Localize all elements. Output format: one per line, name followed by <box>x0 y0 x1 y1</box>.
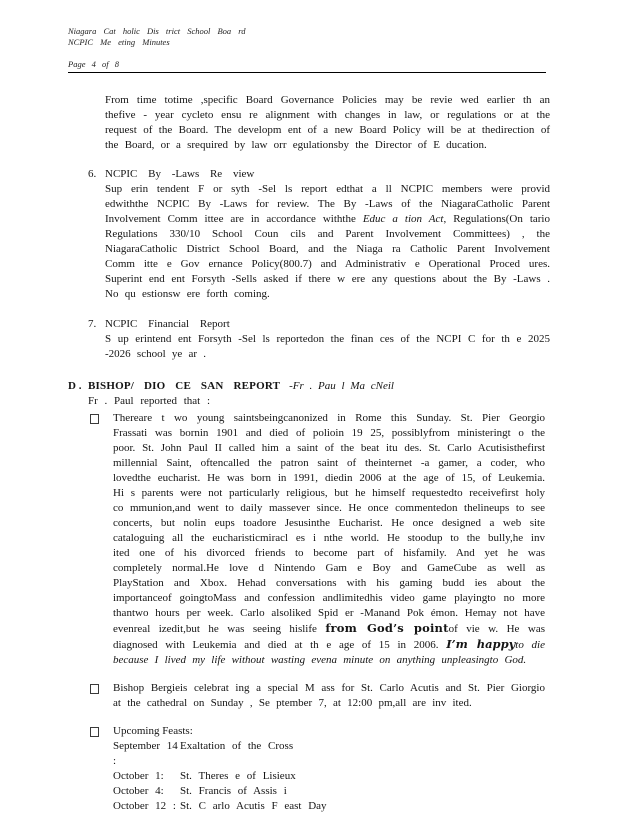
checkbox-bullet-icon <box>90 414 99 424</box>
section-d-title: BISHOP/ DIO CE SAN REPORT <box>88 380 281 392</box>
item-6-title: NCPIC By -Laws Re view <box>105 168 255 180</box>
feast-row <box>113 739 545 769</box>
checkbox-bullet-icon <box>90 727 99 737</box>
saints-paragraph-main: Thereare t wo young saintsbeingcanonized in Rome this Sunday. St. Pier Georgio Frassati was bornin 1901 and died of polioin 19 25, possiblyfrom ministeringt o the poor. St. John Paul II called him a saint of the beat itu des. St. Carlo Acutisisthefirst millennial Saint, oftencalled the patron saint of theinternet -a gamer, a coder, who lovedthe eucharist. He was born in 1991, diedin 2006 at the age of 15, of Leukemia. Hi s parents were not particularly religious, but he himself requestedto receivefirst holy co mmunion,and went to daily massever since. He once commentedon thelineups to see concerts, but nolin eups toadore Jesusinthe Eucharist. He once designed a web site cataloguing all the eucharisticmiracl es i nthe world. He stoodup to the bully,he inv ited one of his divorced friends to become part of hisfamily. And yet he was completely normal.He love d Nintendo Gam e Boy and GameCube as well as PlayStation and Xbox. Hehad conversations with his gaming budd ies about the importanceof goingtoMass and confession andlimitedhis video game playingto no more thantwo hours per week. Carlo alsoliked Spid er -Manand Pok émon. Hemay not have evenreal izedit,but he was seeing hislife <box>113 412 545 635</box>
bullet-saints-canonized <box>90 411 550 668</box>
gods-point-accent-phrase: from God’s point <box>325 621 449 635</box>
feast-row <box>113 799 545 814</box>
section-d-heading <box>68 379 550 394</box>
item-6-body-pre: Sup erin tendent F or syth -Sel ls report edthat a ll NCPIC members were provid edwiththe NCPIC By -Laws for review. The By -Laws of the NiagaraCatholic Parent Involvement Comm ittee are in accordance withthe <box>105 183 550 225</box>
header-divider <box>68 72 546 73</box>
section-d-attribution: -Fr . Pau l Ma cNeil <box>289 380 394 392</box>
item-6-body <box>105 182 550 302</box>
item-6-body-post: , Regulations(On tario Regulations 330/10 School Coun cils and Parent Involvement Committees) , the NiagaraCatholic District School Board, and the Niaga ra Catholic Parent Involvement Comm itte e Gov ernance Policy(800.7) and Administrativ e Operational Proced ures. Superint end ent Forsyth -Sells asked if there w ere any questions about the By -Laws . No qu estionsw ere forth coming. <box>105 213 550 300</box>
bullet-upcoming-feasts <box>90 724 550 814</box>
feast-row <box>113 784 545 799</box>
feast-date: October 1: <box>113 770 164 782</box>
feast-date: October 12 : <box>113 800 176 812</box>
carlo-quote-rest: to die because I lived my life without wasting evena minute on anything unpleasingto God. <box>113 639 545 666</box>
feast-name: St. Theres e of Lisieux <box>180 770 296 782</box>
agenda-item-6 <box>88 167 550 302</box>
reported-intro-line: Fr . Paul reported that : <box>88 395 211 407</box>
header-doc-title: NCPIC Me eting Minutes <box>68 36 170 47</box>
item-7-body: S up erintend ent Forsyth -Sel ls reportedon the finan ces of the NCPI C for th e 2025 -2026 school ye ar . <box>105 333 550 360</box>
header-board-name: Niagara Cat holic Dis trict School Boa rd <box>68 26 246 36</box>
feast-name: Exaltation of the Cross <box>180 740 294 752</box>
page-header <box>68 26 550 73</box>
item-7-number: 7. <box>88 318 97 330</box>
bullet-special-mass <box>90 681 550 711</box>
carlo-quote-lead: I’m happy <box>446 637 516 651</box>
section-d-letter: D . <box>68 380 82 392</box>
item-6-number: 6. <box>88 168 97 180</box>
saints-paragraph-cont: of vie w. He was diagnosed with Leukemia and died at th e age of 15 in 2006. <box>113 623 545 651</box>
agenda-item-7 <box>88 317 550 362</box>
special-mass-text: Bishop Bergieis celebrat ing a special M ass for St. Carlo Acutis and St. Pier Giorgio at the cathedral on Sunday , Se ptember 7, at 12:00 pm,all are inv ited. <box>113 682 545 709</box>
education-act-reference: Educ a tion Act <box>362 213 444 225</box>
feast-name: St. Francis of Assis i <box>180 785 287 797</box>
feast-date: October 4: <box>113 785 164 797</box>
bullet-saints-text <box>113 411 545 668</box>
feast-list <box>113 739 545 814</box>
feast-name: St. C arlo Acutis F east Day <box>180 800 327 812</box>
feast-date: September 14 : <box>113 740 178 767</box>
feast-row <box>113 769 545 784</box>
governance-policy-paragraph: From time totime ,specific Board Governance Policies may be revie wed earlier th an thefive - year cycleto ensu re alignment with changes in law, or regulations or at the request of the Board. The developm ent of a new Board Policy will be at thedirection of the Board, or a srequired by law orr egulationsby the Director of E ducation. <box>105 94 550 151</box>
page-number: Page 4 of 8 <box>68 59 119 69</box>
item-7-title: NCPIC Financial Report <box>105 318 230 330</box>
checkbox-bullet-icon <box>90 684 99 694</box>
upcoming-feasts-label: Upcoming Feasts: <box>113 725 193 737</box>
